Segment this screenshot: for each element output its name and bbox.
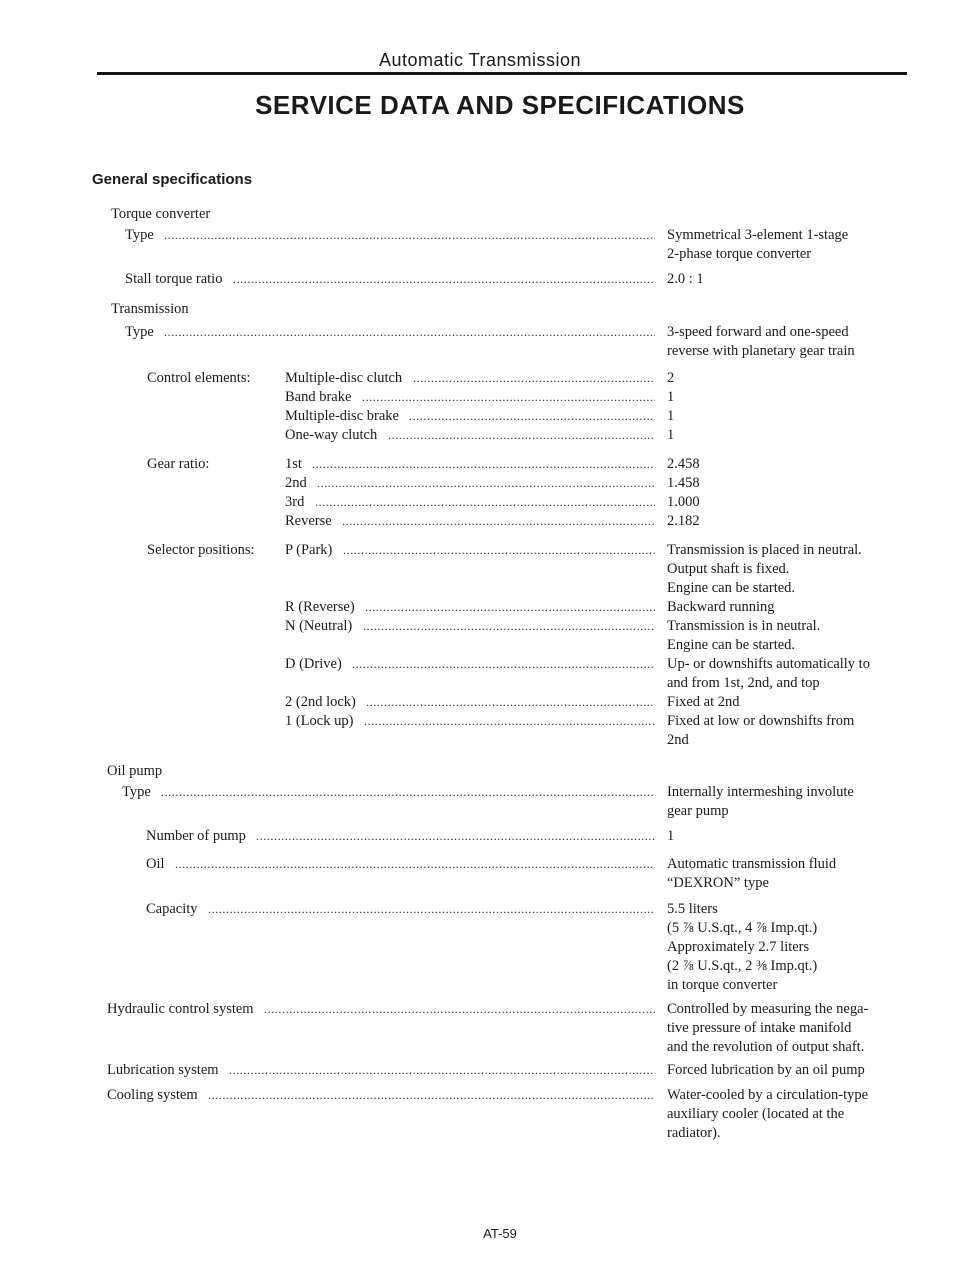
running-header: Automatic Transmission <box>378 50 582 70</box>
spec-value-one-way-clutch: 1 <box>667 427 675 443</box>
spec-label-second: 2nd <box>285 475 307 491</box>
spec-value-multi-disc-clutch: 2 <box>667 370 675 386</box>
dot-leader <box>388 426 655 445</box>
spec-value-oil: Automatic transmission fluid <box>667 856 837 872</box>
spec-label-number-of-pump: Number of pump <box>146 828 246 844</box>
section-heading: General specifications <box>92 171 253 188</box>
spec-value-p-park: Transmission is placed in neutral. <box>667 542 862 558</box>
spec-sublabel-selector-positions: Selector positions: <box>147 542 255 558</box>
spec-value-d-drive: Up- or downshifts automatically to <box>667 656 870 672</box>
spec-value-capacity: 5.5 liters <box>667 901 718 917</box>
dot-leader <box>164 226 655 245</box>
spec-label-r-reverse: R (Reverse) <box>285 599 355 615</box>
spec-label-p-park: P (Park) <box>285 542 333 558</box>
spec-label-tr-type: Type <box>125 324 154 340</box>
spec-label-op-type: Type <box>122 784 151 800</box>
dot-leader <box>363 617 655 636</box>
spec-value-op-type: gear pump <box>667 803 729 819</box>
spec-label-n-neutral: N (Neutral) <box>285 618 353 634</box>
spec-value-second: 1.458 <box>667 475 700 491</box>
dot-leader <box>233 270 655 289</box>
spec-value-p-park: Output shaft is fixed. <box>667 561 790 577</box>
spec-label-band-brake: Band brake <box>285 389 352 405</box>
page-title: SERVICE DATA AND SPECIFICATIONS <box>255 90 745 120</box>
spec-label-d-drive: D (Drive) <box>285 656 342 672</box>
spec-value-first: 2.458 <box>667 456 700 472</box>
spec-value-op-type: Internally intermeshing involute <box>667 784 854 800</box>
spec-label-first: 1st <box>285 456 302 472</box>
spec-value-one-lockup: 2nd <box>667 732 689 748</box>
dot-leader <box>343 541 655 560</box>
spec-value-third: 1.000 <box>667 494 700 510</box>
spec-value-number-of-pump: 1 <box>667 828 675 844</box>
dot-leader <box>366 693 655 712</box>
spec-label-stall-torque-ratio: Stall torque ratio <box>125 271 223 287</box>
spec-value-hydraulic: Controlled by measuring the nega- <box>667 1001 869 1017</box>
spec-value-oil: “DEXRON” type <box>667 875 769 891</box>
spec-value-hydraulic: tive pressure of intake manifold <box>667 1020 852 1036</box>
dot-leader <box>264 1000 655 1019</box>
dot-leader <box>312 455 655 474</box>
spec-value-capacity: Approximately 2.7 liters <box>667 939 810 955</box>
spec-label-hydraulic: Hydraulic control system <box>107 1001 254 1017</box>
spec-value-capacity: (2 ⅞ U.S.qt., 2 ⅜ Imp.qt.) <box>667 958 818 974</box>
spec-value-tc-type: 2-phase torque converter <box>667 246 812 262</box>
spec-value-p-park: Engine can be started. <box>667 580 796 596</box>
dot-leader <box>164 323 655 342</box>
spec-value-stall-torque-ratio: 2.0 : 1 <box>667 271 704 287</box>
spec-value-lubrication: Forced lubrication by an oil pump <box>667 1062 865 1078</box>
spec-value-two-lock: Fixed at 2nd <box>667 694 740 710</box>
spec-value-r-reverse: Backward running <box>667 599 775 615</box>
spec-value-reverse: 2.182 <box>667 513 700 529</box>
dot-leader <box>413 369 655 388</box>
dot-leader <box>409 407 655 426</box>
dot-leader <box>365 598 655 617</box>
dot-leader <box>315 493 655 512</box>
dot-leader <box>161 783 655 802</box>
dot-leader <box>175 855 655 874</box>
dot-leader <box>256 827 655 846</box>
spec-value-capacity: in torque converter <box>667 977 778 993</box>
spec-label-multi-disc-clutch: Multiple-disc clutch <box>285 370 403 386</box>
dot-leader <box>208 900 655 919</box>
spec-label-multi-disc-brake: Multiple-disc brake <box>285 408 399 424</box>
spec-value-n-neutral: Engine can be started. <box>667 637 796 653</box>
spec-label-third: 3rd <box>285 494 305 510</box>
spec-label-lubrication: Lubrication system <box>107 1062 219 1078</box>
spec-label-cooling: Cooling system <box>107 1087 198 1103</box>
dot-leader <box>208 1086 655 1105</box>
spec-sublabel-control-elements: Control elements: <box>147 370 251 386</box>
spec-value-cooling: auxiliary cooler (located at the <box>667 1106 845 1122</box>
spec-value-band-brake: 1 <box>667 389 675 405</box>
spec-label-oil: Oil <box>146 856 165 872</box>
spec-label-one-lockup: 1 (Lock up) <box>285 713 354 729</box>
spec-label-capacity: Capacity <box>146 901 198 917</box>
spec-value-cooling: Water-cooled by a circulation-type <box>667 1087 869 1103</box>
header-rule <box>97 72 907 75</box>
group-heading-oil-pump: Oil pump <box>107 763 163 779</box>
spec-label-two-lock: 2 (2nd lock) <box>285 694 356 710</box>
page-number: AT-59 <box>483 1226 517 1241</box>
spec-value-tr-type: 3-speed forward and one-speed <box>667 324 849 340</box>
dot-leader <box>317 474 655 493</box>
dot-leader <box>352 655 655 674</box>
spec-value-tc-type: Symmetrical 3-element 1-stage <box>667 227 849 243</box>
spec-label-reverse: Reverse <box>285 513 332 529</box>
spec-value-capacity: (5 ⅞ U.S.qt., 4 ⅞ Imp.qt.) <box>667 920 818 936</box>
spec-value-cooling: radiator). <box>667 1125 721 1141</box>
spec-sublabel-gear-ratio: Gear ratio: <box>147 456 210 472</box>
group-heading-torque-converter: Torque converter <box>111 206 211 222</box>
spec-value-tr-type: reverse with planetary gear train <box>667 343 855 359</box>
spec-label-one-way-clutch: One-way clutch <box>285 427 378 443</box>
dot-leader <box>364 712 655 731</box>
dot-leader <box>229 1061 655 1080</box>
spec-value-one-lockup: Fixed at low or downshifts from <box>667 713 855 729</box>
spec-value-multi-disc-brake: 1 <box>667 408 675 424</box>
group-heading-transmission: Transmission <box>111 301 189 317</box>
spec-value-d-drive: and from 1st, 2nd, and top <box>667 675 820 691</box>
spec-label-tc-type: Type <box>125 227 154 243</box>
spec-value-hydraulic: and the revolution of output shaft. <box>667 1039 865 1055</box>
spec-value-n-neutral: Transmission is in neutral. <box>667 618 821 634</box>
dot-leader <box>342 512 655 531</box>
dot-leader <box>362 388 655 407</box>
